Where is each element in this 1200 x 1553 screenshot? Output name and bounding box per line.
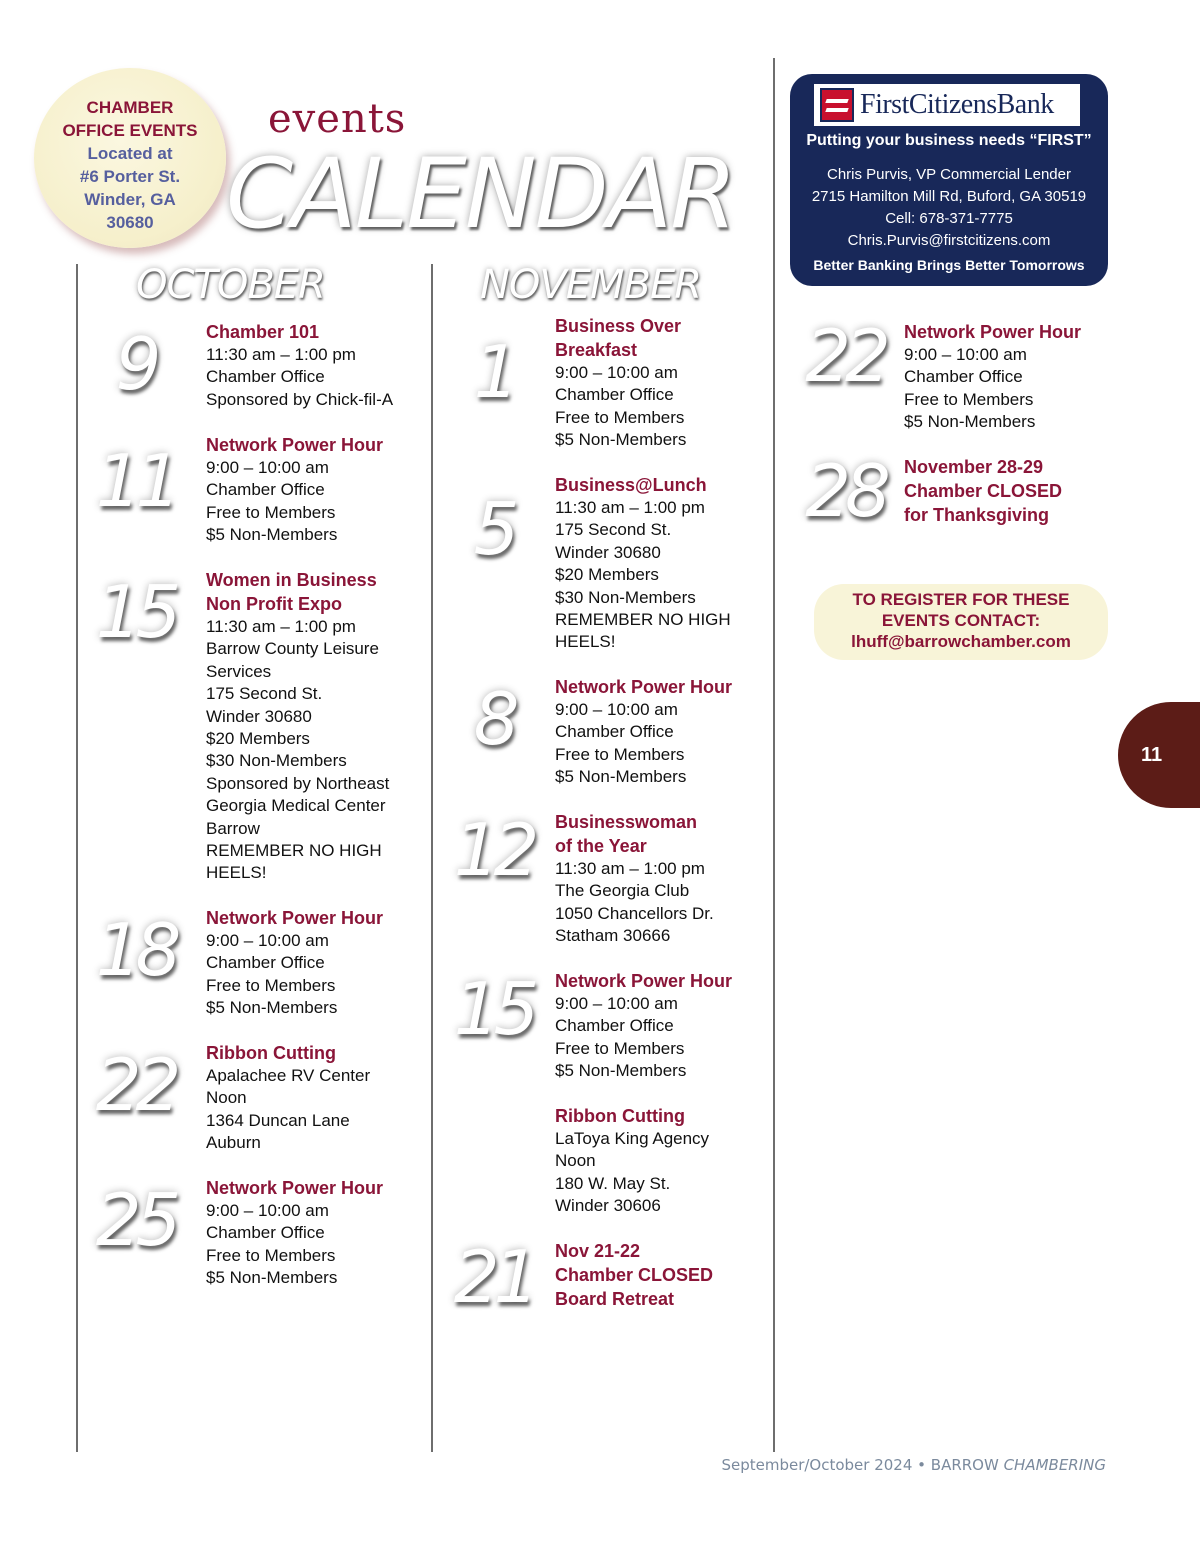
event-entry [555, 314, 785, 452]
event-entry [206, 906, 436, 1020]
event-detail: Auburn [206, 1133, 261, 1153]
day-number: 15 [453, 967, 534, 1051]
event-detail: Chamber Office [555, 722, 674, 742]
bank-name: FirstCitizensBank [860, 89, 1054, 120]
register-info-box [814, 584, 1108, 660]
event-detail: Chamber Office [206, 953, 325, 973]
event-detail: $30 Non-Members [206, 751, 347, 771]
event-entry [555, 675, 785, 789]
bank-logo [814, 84, 1080, 126]
event-detail: Services [206, 661, 272, 681]
event-detail: Statham 30666 [555, 926, 671, 946]
event-title: Network Power Hour [555, 677, 733, 697]
event-detail: Chamber Office [206, 367, 325, 387]
event-detail: LaToya King Agency [555, 1129, 710, 1148]
event-title: Ribbon Cutting [206, 1043, 336, 1063]
day-number: 1 [473, 330, 514, 414]
event-title: Ribbon Cutting [555, 1106, 685, 1126]
event-detail: Barrow County Leisure [206, 639, 379, 659]
event-detail: Winder 30680 [206, 706, 312, 726]
event-title: Chamber CLOSED [904, 481, 1063, 501]
bank-contact-phone: Cell: 678-371-7775 [885, 210, 1013, 227]
event-detail: Free to Members [206, 975, 336, 995]
event-detail: 1364 Duncan Lane [206, 1110, 350, 1130]
month-heading-october: OCTOBER [136, 262, 325, 308]
event-detail: 180 W. May St. [555, 1173, 671, 1193]
office-location-2: #6 Porter St. [79, 167, 181, 186]
event-detail: Apalachee RV Center [206, 1066, 371, 1085]
register-line-1: TO REGISTER FOR THESE [852, 590, 1070, 609]
event-detail: Free to Members [904, 389, 1034, 409]
chamber-office-badge [34, 68, 226, 248]
event-entry [555, 1104, 785, 1218]
event-detail: Sponsored by Chick-fil-A [206, 389, 394, 409]
event-detail: HEELS! [555, 632, 616, 652]
event-entry [555, 473, 785, 654]
event-entry [904, 320, 1134, 434]
bank-contact [790, 164, 1108, 252]
page-footer [721, 1456, 1106, 1474]
event-title: Non Profit Expo [206, 594, 342, 614]
event-detail: REMEMBER NO HIGH [206, 841, 382, 861]
column-divider-left [76, 264, 78, 1452]
day-number: 11 [95, 439, 176, 523]
event-title: Breakfast [555, 340, 638, 360]
event-detail: Free to Members [555, 1038, 685, 1058]
event-title: Board Retreat [555, 1289, 675, 1309]
calendar-heading: CALENDAR [226, 138, 735, 250]
bank-tagline: Putting your business needs “FIRST” [806, 132, 1092, 149]
event-detail: Winder 30680 [555, 542, 661, 562]
event-detail: 9:00 – 10:00 am [206, 1201, 329, 1220]
event-detail: $5 Non-Members [904, 412, 1036, 432]
event-detail: $5 Non-Members [206, 1268, 338, 1288]
event-detail: Free to Members [206, 1245, 336, 1265]
event-detail: 175 Second St. [555, 520, 672, 540]
event-detail: HEELS! [206, 863, 267, 883]
event-detail: 11:30 am – 1:00 pm [555, 859, 705, 878]
event-title: Nov 21-22 [555, 1241, 641, 1261]
event-detail: $20 Members [206, 729, 310, 749]
register-line-2: EVENTS CONTACT: [881, 611, 1041, 630]
event-detail: Chamber Office [904, 367, 1023, 387]
office-location-3: Winder, GA [84, 190, 176, 209]
event-entry [206, 1176, 436, 1290]
day-number: 18 [95, 908, 176, 992]
office-line-1: CHAMBER [86, 98, 174, 117]
bank-flag-icon [820, 88, 854, 122]
event-entry [555, 810, 785, 948]
event-detail: $5 Non-Members [206, 525, 338, 545]
event-detail: 11:30 am – 1:00 pm [555, 498, 705, 517]
event-detail: Noon [555, 1151, 596, 1171]
event-detail: $5 Non-Members [206, 998, 338, 1018]
office-location-4: 30680 [106, 213, 154, 232]
event-entry [904, 455, 1134, 527]
day-number: 28 [805, 449, 885, 533]
event-entry [555, 969, 785, 1083]
day-number: 8 [473, 677, 514, 761]
event-title: Network Power Hour [904, 322, 1082, 342]
event-title: Business Over [555, 316, 682, 336]
event-detail: REMEMBER NO HIGH [555, 610, 731, 630]
day-number: 25 [95, 1178, 176, 1262]
event-title: Chamber CLOSED [555, 1265, 714, 1285]
event-detail: Chamber Office [555, 385, 674, 405]
event-detail: Chamber Office [206, 1223, 325, 1243]
event-detail: 9:00 – 10:00 am [555, 994, 678, 1013]
event-detail: Noon [206, 1088, 247, 1108]
event-detail: 1050 Chancellors Dr. [555, 903, 714, 923]
register-email[interactable]: lhuff@barrowchamber.com [851, 632, 1071, 651]
event-detail: 175 Second St. [206, 684, 323, 704]
event-detail: Winder 30606 [555, 1196, 661, 1216]
event-title: Network Power Hour [206, 908, 384, 928]
event-title: Women in Business [206, 570, 377, 590]
event-detail: Free to Members [555, 407, 685, 427]
event-detail: 9:00 – 10:00 am [206, 931, 329, 950]
event-detail: 9:00 – 10:00 am [555, 700, 678, 719]
event-title: Chamber 101 [206, 322, 320, 342]
event-detail: Free to Members [206, 502, 336, 522]
event-detail: $30 Non-Members [555, 587, 696, 607]
office-location-1: Located at [87, 144, 173, 163]
event-detail: 9:00 – 10:00 am [206, 458, 329, 477]
event-title: Business@Lunch [555, 475, 707, 495]
event-detail: $5 Non-Members [555, 430, 687, 450]
office-line-2: OFFICE EVENTS [62, 121, 198, 140]
bank-contact-name: Chris Purvis, VP Commercial Lender [827, 166, 1071, 183]
event-detail: Sponsored by Northeast [206, 773, 390, 793]
event-title: Network Power Hour [206, 1178, 384, 1198]
day-number: 22 [95, 1043, 176, 1127]
page-number-tab [1118, 702, 1200, 808]
event-detail: $5 Non-Members [555, 1061, 687, 1081]
event-title: for Thanksgiving [904, 505, 1050, 525]
event-detail: The Georgia Club [555, 881, 690, 901]
month-heading-november: NOVEMBER [480, 262, 702, 308]
day-number: 9 [115, 322, 156, 406]
event-detail: Chamber Office [555, 1016, 674, 1036]
event-detail: 11:30 am – 1:00 pm [206, 617, 356, 636]
day-number: 12 [453, 808, 534, 892]
bank-contact-address: 2715 Hamilton Mill Rd, Buford, GA 30519 [811, 188, 1087, 205]
event-title: Businesswoman [555, 812, 698, 832]
event-detail: 9:00 – 10:00 am [904, 345, 1027, 364]
bank-slogan: Better Banking Brings Better Tomorrows [813, 257, 1085, 273]
day-number: 22 [805, 314, 885, 398]
day-number: 5 [473, 487, 514, 571]
event-detail: 9:00 – 10:00 am [555, 363, 678, 382]
page-number: 11 [1141, 744, 1163, 766]
footer-issue: September/October 2024 • BARROW [721, 1456, 1004, 1474]
day-number: 15 [95, 570, 176, 654]
event-title: November 28-29 [904, 457, 1044, 477]
event-detail: Georgia Medical Center [206, 796, 386, 816]
event-detail: 11:30 am – 1:00 pm [206, 345, 356, 364]
event-detail: Chamber Office [206, 480, 325, 500]
footer-publication: CHAMBERING [1003, 1456, 1106, 1474]
event-entry [555, 1239, 785, 1311]
events-heading: events [268, 96, 407, 142]
event-detail: Free to Members [555, 744, 685, 764]
event-entry [206, 1041, 436, 1155]
event-entry [206, 320, 436, 411]
event-entry [206, 433, 436, 547]
event-title: of the Year [555, 836, 647, 856]
day-number: 21 [453, 1235, 534, 1319]
event-title: Network Power Hour [555, 971, 733, 991]
bank-contact-email[interactable]: Chris.Purvis@firstcitizens.com [847, 232, 1051, 249]
event-title: Network Power Hour [206, 435, 384, 455]
bank-advertisement[interactable] [790, 74, 1108, 286]
event-entry [206, 568, 436, 885]
event-detail: $20 Members [555, 565, 659, 585]
event-detail: Barrow [206, 818, 260, 838]
event-detail: $5 Non-Members [555, 767, 687, 787]
